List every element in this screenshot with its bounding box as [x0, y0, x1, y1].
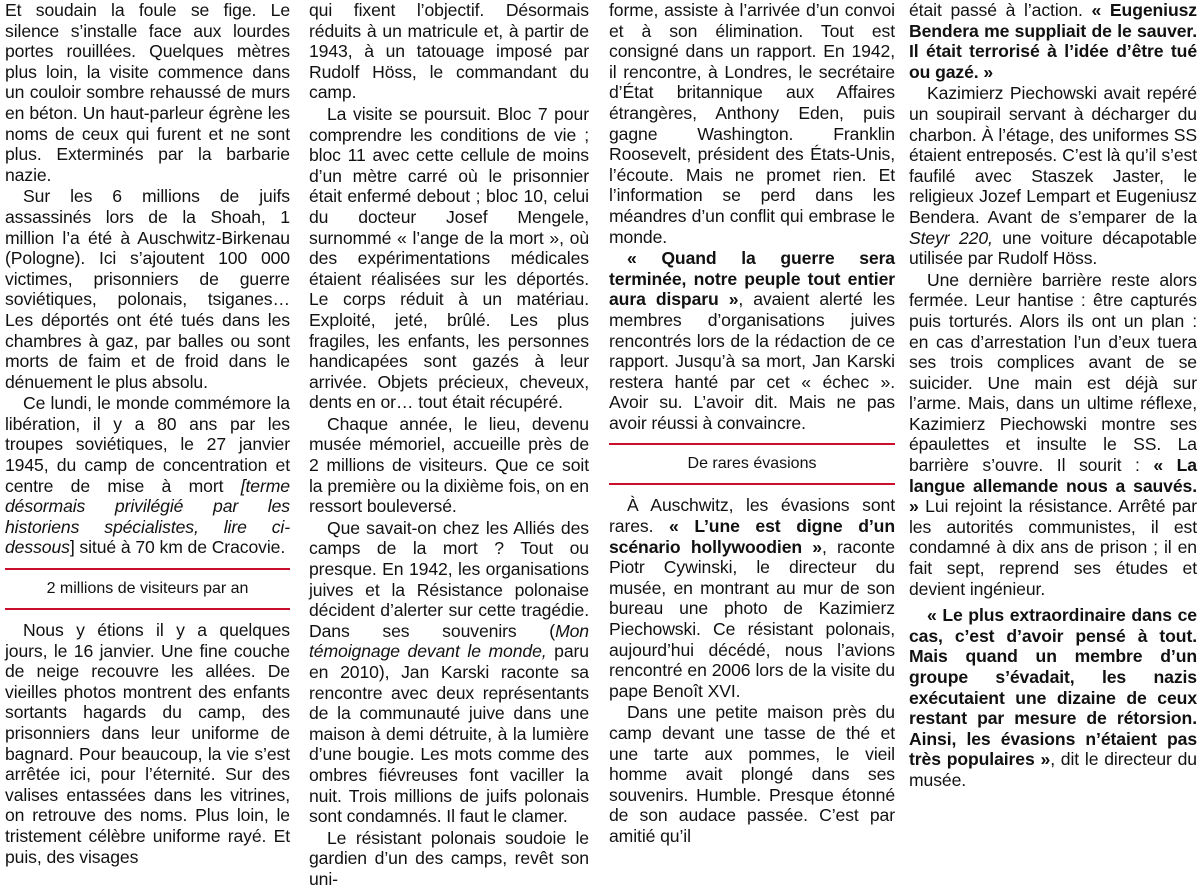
paragraph: Dans une petite maison près du camp devant une tasse de thé et une tarte aux pommes, le vieil homme avait plongé dans ses souvenirs. Humble. Presque étonné de son audace passée. C’est par amitié qu’il: [609, 702, 895, 846]
text-run: Ce lundi, le monde commémore la libération, il y a 80 ans par les troupes soviétiques, le 27 janvier 1945, du camp de concentration et centre de mise à mort: [5, 393, 290, 496]
paragraph: La visite se poursuit. Bloc 7 pour comprendre les conditions de vie ; bloc 11 avec cette cellule de moins d’un mètre carré où le prisonnier était enfermé debout ; bloc 10, celui du docteur Josef Mengele, surnommé « l’ange de la mort », où des expérimentations médicales étaient réalisées sur les déportés. Le corps réduit à un matériau. Exploité, jeté, brûlé. Les plus fragiles, les enfants, les personnes handicapées sont gazés à leur arrivée. Objets précieux, cheveux, dents en or… tout était récupéré.: [309, 103, 589, 413]
paragraph: [909, 83, 1197, 268]
text-run: était passé à l’action.: [909, 0, 1092, 20]
text-run: ] situé à 70 km de Cracovie.: [69, 537, 286, 558]
paragraph: qui fixent l’objectif. Désormais réduits à un matricule et, à partir de 1943, à un tatouage imposé par Rudolf Höss, le commandant du camp.: [309, 0, 589, 103]
subheading: De rares évasions: [609, 443, 895, 485]
text-run: , dit le directeur du musée.: [909, 749, 1197, 790]
text-run: une voiture décapotable utilisée par Rudolf Höss.: [909, 227, 1197, 269]
paragraph: Sur les 6 millions de juifs assassinés lors de la Shoah, 1 million l’a été à Auschwitz-Birkenau (Pologne). Ici s’ajoutent 100 000 victimes, prisonniers de guerre soviétiques, polonais, tsiganes… Les déportés ont été tués dans les chambres à gaz, par balles ou sont morts de faim et de froid dans le dénuement le plus absolu.: [5, 186, 290, 392]
bold-quote: « Le plus extraordinaire dans ce cas, c’est d’avoir pensé à tout. Mais quand un membre d’un groupe s’évadait, les nazis exécutaient une dizaine de ceux restant par mesure de rétorsion. Ainsi, les évasions n’étaient pas très populaires »: [909, 605, 1197, 770]
text-run: À Auschwitz, les évasions sont rares.: [609, 495, 895, 537]
column-2: [309, 0, 589, 889]
text-run: paru en 2010), Jan Karski raconte sa rencontre avec deux représentants de la communauté juive dans une maison à demi détruite, à la lumière d’une bougie. Les mots comme des ombres fiévreuses font vaciller la nuit. Trois millions de juifs polonais sont condamnés. Il faut le clamer.: [309, 641, 589, 827]
bold-quote: « La langue allemande nous a sauvés. »: [909, 455, 1197, 517]
paragraph: Nous y étions il y a quelques jours, le 16 janvier. Une fine couche de neige recouvre les allées. De vieilles photos montrent des enfants sortants hagards du camp, des prisonniers dans leur uniforme de bagnard. Pour beaucoup, la vie s’est arrêtée ici, pour l’éternité. Sur des valises entassées dans les vitrines, on retrouve des noms. Plus loin, le tristement célèbre uniforme rayé. Et puis, des visages: [5, 620, 290, 867]
text-run: Lui rejoint la résistance. Arrêté par les autorités communistes, il est condamné à dix ans de prison ; il en fait sept, reprend ses études et devient ingénieur.: [909, 496, 1197, 599]
paragraph: forme, assiste à l’arrivée d’un convoi et à son élimination. Tout est consigné dans un rapport. En 1942, il rencontre, à Londres, le secrétaire d’État britannique aux Affaires étrangères, Anthony Eden, puis gagne Washington. Franklin Roosevelt, président des États-Unis, l’écoute. Mais ne promet rien. Et l’information se perd dans les méandres d’un conflit qui embrase le monde.: [609, 0, 895, 247]
text-run: , raconte Piotr Cywinski, le directeur du musée, en montrant au mur de son bureau une photo de Kazimierz Piechowski. Ce résistant polonais, aujourd’hui décédé, nous l’avions rencontré en 2006 lors de la visite du pape Benoît XVI.: [609, 536, 895, 701]
paragraph: [909, 0, 1197, 82]
paragraph: [909, 605, 1197, 790]
text-run: Kazimierz Piechowski avait repéré un soupirail servant à décharger du charbon. À l’étage, des uniformes SS étaient entreposés. C’est là qu’il s’est faufilé avec Staszek Jaster, le religieux Jozef Lempart et Eugeniusz Bendera. Avant de s’emparer de la: [909, 83, 1197, 227]
bold-quote: « L’une est digne d’un scénario hollywoodien »: [609, 516, 895, 557]
paragraph: [309, 518, 589, 827]
bold-quote: « Quand la guerre sera terminée, notre peuple tout entier aura disparu »: [609, 248, 895, 310]
italic-run: [terme désormais privilégié par les historiens spécialistes, lire ci-dessous: [5, 475, 290, 558]
paragraph: Et soudain la foule se fige. Le silence s’installe face aux lourdes portes rouillées. Quelques mètres plus loin, la visite commence dans un couloir sombre rehaussé de murs en béton. Un haut-parleur égrène les noms de ceux qui furent et ne sont plus. Exterminés par la barbarie nazie.: [5, 0, 290, 185]
text-run: Que savait-on chez les Alliés des camps de la mort ? Tout ou presque. En 1942, les organisations juives et la Résistance polonaise décident d’alerter sur cette tragédie. Dans ses souvenirs (: [309, 517, 589, 641]
paragraph: [909, 270, 1197, 600]
column-4: [909, 0, 1197, 797]
paragraph: Chaque année, le lieu, devenu musée mémoriel, accueille près de 2 millions de visiteurs. Que ce soit la première ou la dixième fois, on en ressort bouleversé.: [309, 413, 589, 517]
column-1: [5, 0, 290, 867]
bold-quote: « Eugeniusz Bendera me suppliait de le sauver. Il était terrorisé à l’idée d’être tué ou gazé. »: [909, 0, 1197, 82]
paragraph: [5, 393, 290, 558]
paragraph: [609, 248, 895, 433]
subheading: 2 millions de visiteurs par an: [5, 568, 290, 610]
paragraph: [609, 495, 895, 701]
column-3: [609, 0, 895, 846]
text-run: , avaient alerté les membres d’organisations juives rencontrés lors de la rédaction de ce rapport. Jusqu’à sa mort, Jan Karski restera hanté par cet « échec ». Avoir su. L’avoir dit. Mais ne pas avoir réussi à convaincre.: [609, 289, 895, 433]
paragraph: Le résistant polonais soudoie le gardien d’un des camps, revêt son uni-: [309, 827, 589, 889]
text-run: Une dernière barrière reste alors fermée. Leur hantise : être capturés puis torturés. Alors ils ont un plan : en cas d’arrestation l’un d’eux tuera ses trois complices avant de se suicider. Une main est déjà sur l’arme. Mais, dans un ultime réflexe, Kazimierz Piechowski montre ses épaulettes et insulte le SS. La barrière s’ouvre. Il sourit :: [909, 269, 1197, 476]
italic-run: Steyr 220,: [909, 227, 993, 248]
italic-run: Mon témoignage devant le monde,: [309, 620, 589, 662]
